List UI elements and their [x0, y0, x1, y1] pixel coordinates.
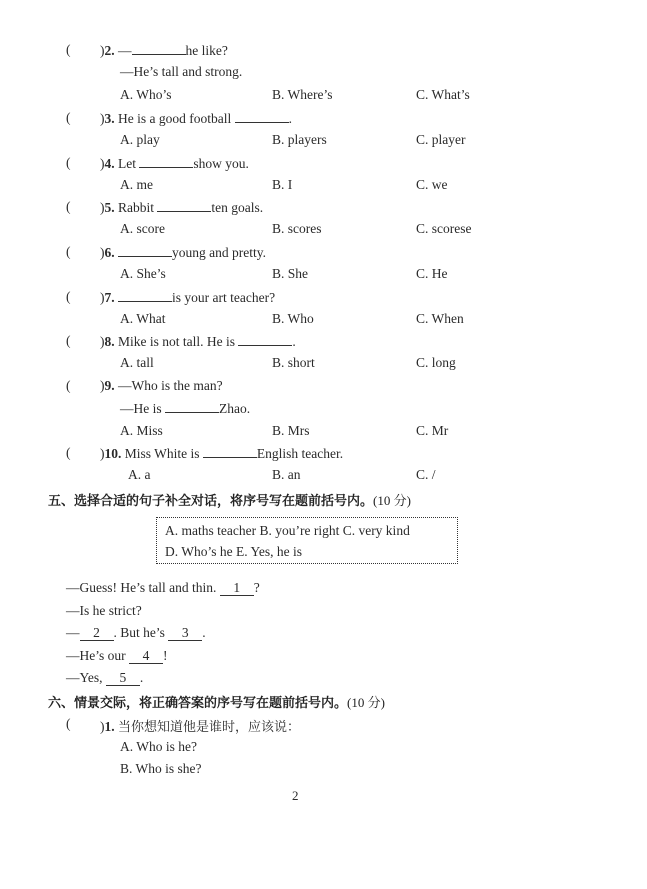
answer-paren[interactable]: ( — [66, 244, 71, 259]
options-box-row-1: A. maths teacher B. you’re right C. very kind — [165, 523, 410, 538]
option-a: A. Who is he? — [120, 739, 197, 754]
question-stem: )10. Miss White is English teacher. — [100, 446, 344, 461]
option-b: B. short — [272, 355, 315, 370]
option-b: B. I — [272, 177, 293, 192]
section-6-title: 六、情景交际，将正确答案的序号写在题前括号内。(10 分) — [48, 695, 385, 711]
answer-blank[interactable] — [203, 445, 257, 458]
dialog-line-1: —Guess! He’s tall and thin. 1 ? — [66, 580, 260, 595]
option-c: C. Mr — [416, 423, 449, 438]
option-a: A. What — [120, 311, 166, 326]
option-a: A. score — [120, 221, 165, 236]
answer-paren[interactable]: ( — [66, 110, 71, 125]
answer-paren[interactable]: ( — [66, 199, 71, 214]
option-c: C. player — [416, 132, 466, 147]
answer-blank[interactable] — [238, 333, 292, 346]
answer-blank[interactable] — [118, 289, 172, 302]
question-stem: )3. He is a good football . — [100, 111, 292, 126]
option-c: C. long — [416, 355, 456, 370]
option-c: C. scorese — [416, 221, 472, 236]
option-c: C. / — [416, 467, 436, 482]
dialog-line-3: — 2 . But he’s 3 . — [66, 625, 206, 640]
page-number: 2 — [292, 788, 299, 803]
option-b: B. Who is she? — [120, 761, 202, 776]
question-stem: )6. young and pretty. — [100, 245, 266, 260]
option-a: A. a — [128, 467, 151, 482]
answer-paren[interactable]: ( — [66, 378, 71, 393]
option-a: A. Who’s — [120, 87, 172, 102]
answer-blank-1[interactable]: 1 — [220, 581, 254, 596]
options-box — [156, 517, 458, 564]
answer-blank[interactable] — [132, 42, 186, 55]
options-box-row-2: D. Who’s he E. Yes, he is — [165, 544, 303, 559]
answer-paren[interactable]: ( — [66, 42, 71, 57]
question-stem: )4. Let show you. — [100, 156, 249, 171]
answer-paren[interactable]: ( — [66, 445, 71, 460]
answer-blank[interactable] — [118, 244, 172, 257]
option-b: B. players — [272, 132, 327, 147]
answer-blank[interactable] — [139, 155, 193, 168]
answer-blank[interactable] — [235, 110, 289, 123]
question-stem: )8. Mike is not tall. He is . — [100, 334, 296, 349]
option-a: A. Miss — [120, 423, 163, 438]
option-b: B. Who — [272, 311, 314, 326]
option-b: B. Where’s — [272, 87, 333, 102]
question-stem: )9. —Who is the man? — [100, 378, 223, 393]
answer-paren[interactable]: ( — [66, 289, 71, 304]
answer-blank[interactable] — [165, 400, 219, 413]
answer-blank-2[interactable]: 2 — [80, 626, 114, 641]
question-stem: )2. — he like? — [100, 43, 228, 58]
answer-blank[interactable] — [157, 199, 211, 212]
option-c: C. we — [416, 177, 448, 192]
answer-paren[interactable]: ( — [66, 716, 71, 731]
answer-blank-5[interactable]: 5 — [106, 671, 140, 686]
section-5-title: 五、选择合适的句子补全对话，将序号写在题前括号内。(10 分) — [48, 493, 411, 509]
option-a: A. tall — [120, 355, 154, 370]
option-a: A. She’s — [120, 266, 166, 281]
option-a: A. me — [120, 177, 153, 192]
answer-blank-3[interactable]: 3 — [168, 626, 202, 641]
question-stem: )5. Rabbit ten goals. — [100, 200, 264, 215]
option-c: C. He — [416, 266, 448, 281]
question-reply: —He’s tall and strong. — [120, 64, 243, 79]
answer-paren[interactable]: ( — [66, 155, 71, 170]
dialog-line-4: —He’s our 4 ! — [66, 648, 168, 663]
option-b: B. scores — [272, 221, 322, 236]
option-c: C. What’s — [416, 87, 470, 102]
dialog-line-5: —Yes, 5 . — [66, 670, 144, 685]
option-c: C. When — [416, 311, 464, 326]
question-stem: )1. 当你想知道他是谁时，应该说： — [100, 719, 301, 735]
question-reply: —He is Zhao. — [120, 401, 251, 416]
option-a: A. play — [120, 132, 160, 147]
option-b: B. an — [272, 467, 301, 482]
option-b: B. She — [272, 266, 309, 281]
answer-paren[interactable]: ( — [66, 333, 71, 348]
answer-blank-4[interactable]: 4 — [129, 649, 163, 664]
dialog-line-2: —Is he strict? — [66, 603, 142, 618]
option-b: B. Mrs — [272, 423, 310, 438]
question-stem: )7. is your art teacher? — [100, 290, 276, 305]
